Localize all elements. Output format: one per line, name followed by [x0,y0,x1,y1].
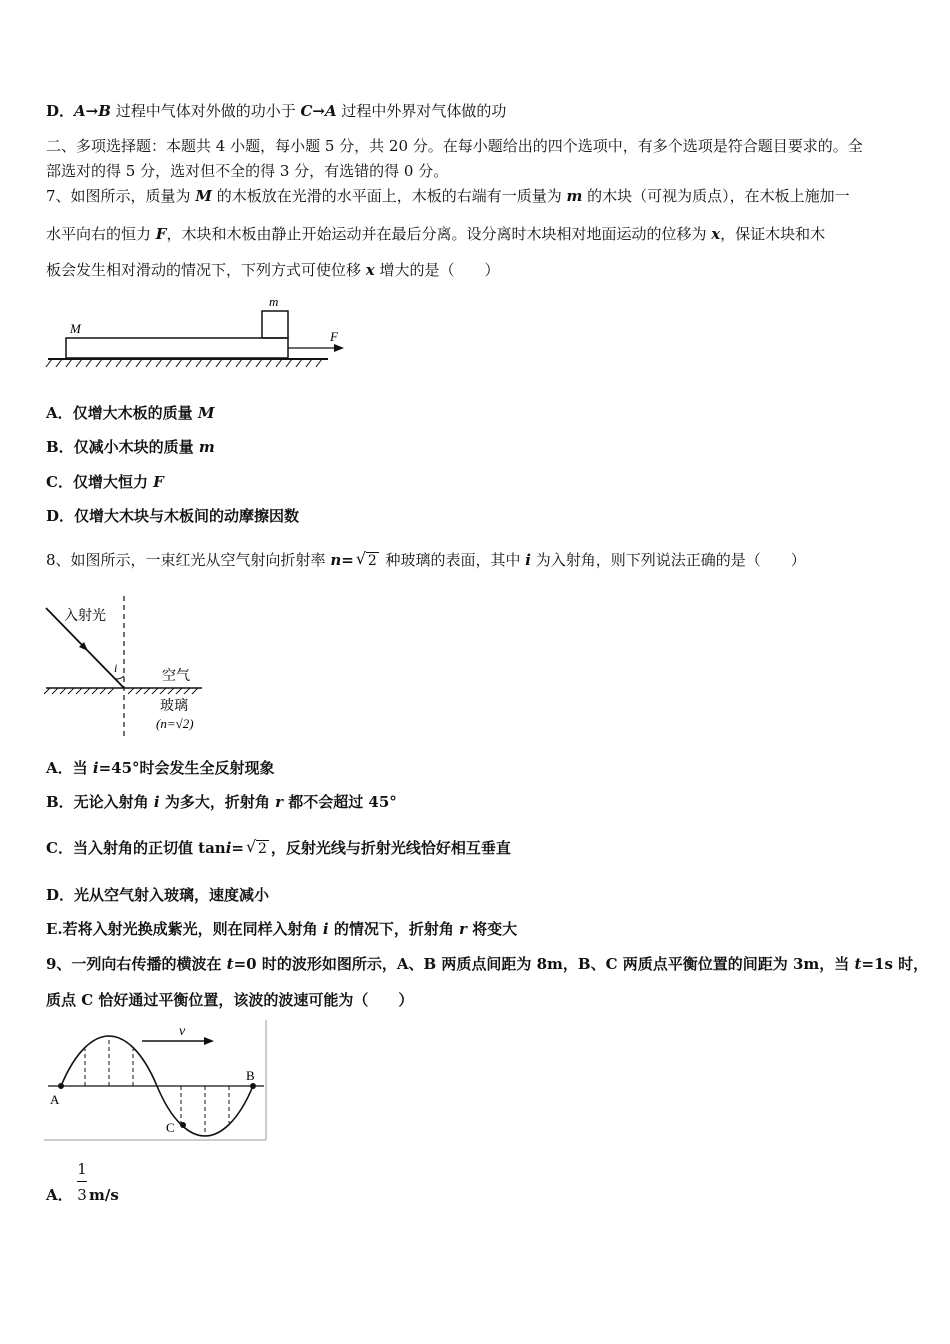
q7-option-d: D．仅增大木块与木板间的动摩擦因数 [46,507,300,525]
q9-wave-figure [44,1020,268,1142]
q8-option-e: E.若将入射光换成紫光，则在同样入射角 i 的情况下，折射角 r 将变大 [46,920,518,938]
q7-option-a: A．仅增大木板的质量 M [46,404,215,422]
q8-option-a: A．当 i=45°时会发生全反射现象 [46,759,275,777]
section2-line2: 部选对的得 5 分，选对但不全的得 3 分，有选错的得 0 分。 [46,162,449,180]
label-B: B [246,1068,255,1083]
label-glass: 玻璃 [160,698,188,714]
sqrt-expression: √ 2 [355,549,377,569]
q9-option-a-unit: m/s [89,1186,119,1204]
q8-refraction-figure [44,594,214,744]
q9-option-a-label: A． [46,1186,73,1204]
fraction-numerator: 1 [77,1160,87,1178]
q8-option-b: B．无论入射角 i 为多大，折射角 r 都不会超过 45° [46,793,397,811]
point-C [180,1122,186,1128]
block-rect [262,311,288,338]
point-B [250,1083,256,1089]
label-A: A [50,1092,60,1107]
label-C: C [166,1120,175,1135]
label-incident: 入射光 [64,608,106,624]
label-m: m [269,294,279,309]
section2-line1: 二、多项选择题：本题共 4 小题，每小题 5 分，共 20 分。在每小题给出的四个选项中，有多个选项是符合题目要求的。全 [46,137,863,155]
label-n: (n=√2) [156,716,194,731]
q7-option-c: C．仅增大恒力 F [46,473,164,491]
q7-stem-line3: 板会发生相对滑动的情况下，下列方式可使位移 x 增大的是（ ） [46,261,500,279]
fraction-denominator: 3 [77,1186,87,1204]
fraction-bar [77,1181,87,1182]
label-air: 空气 [162,668,190,684]
q9-stem-line2: 质点 C 恰好通过平衡位置，该波的波速可能为（ ） [46,991,414,1009]
board-rect [66,338,288,358]
q8-stem: 8、如图所示，一束红光从空气射向折射率 n= √ 2 种玻璃的表面，其中 i 为入射角，则下列说法正确的是（ ） [46,549,806,569]
label-M: M [70,321,81,336]
q7-stem-line2: 水平向右的恒力 F，木块和木板由静止开始运动并在最后分离。设分离时木块相对地面运动的位移为 x，保证木块和木 [46,225,826,243]
q8-option-d: D．光从空气射入玻璃，速度减小 [46,886,270,904]
sqrt-expression: √ 2 [246,837,267,857]
q6-option-d: D．A→B 过程中气体对外做的功小于 C→A 过程中外界对气体做的功 [46,102,507,120]
q9-stem-line1: 9、一列向右传播的横波在 t=0 时的波形如图所示，A、B 两质点间距为 8m，B、C 两质点平衡位置的间距为 3m，当 t=1s 时， [46,955,929,973]
q7-stem-line1: 7、如图所示，质量为 M 的木板放在光滑的水平面上，木板的右端有一质量为 m 的木块（可视为质点），在木板上施加一 [46,187,850,205]
q8-option-c: C．当入射角的正切值 tani= √ 2 ，反射光线与折射光线恰好相互垂直 [46,837,511,857]
label-i: i [114,661,118,675]
label-v: v [179,1024,186,1039]
q7-board-block-figure [44,293,354,373]
q7-option-b: B．仅减小木块的质量 m [46,438,215,456]
label-F: F [330,329,338,344]
point-A [58,1083,64,1089]
